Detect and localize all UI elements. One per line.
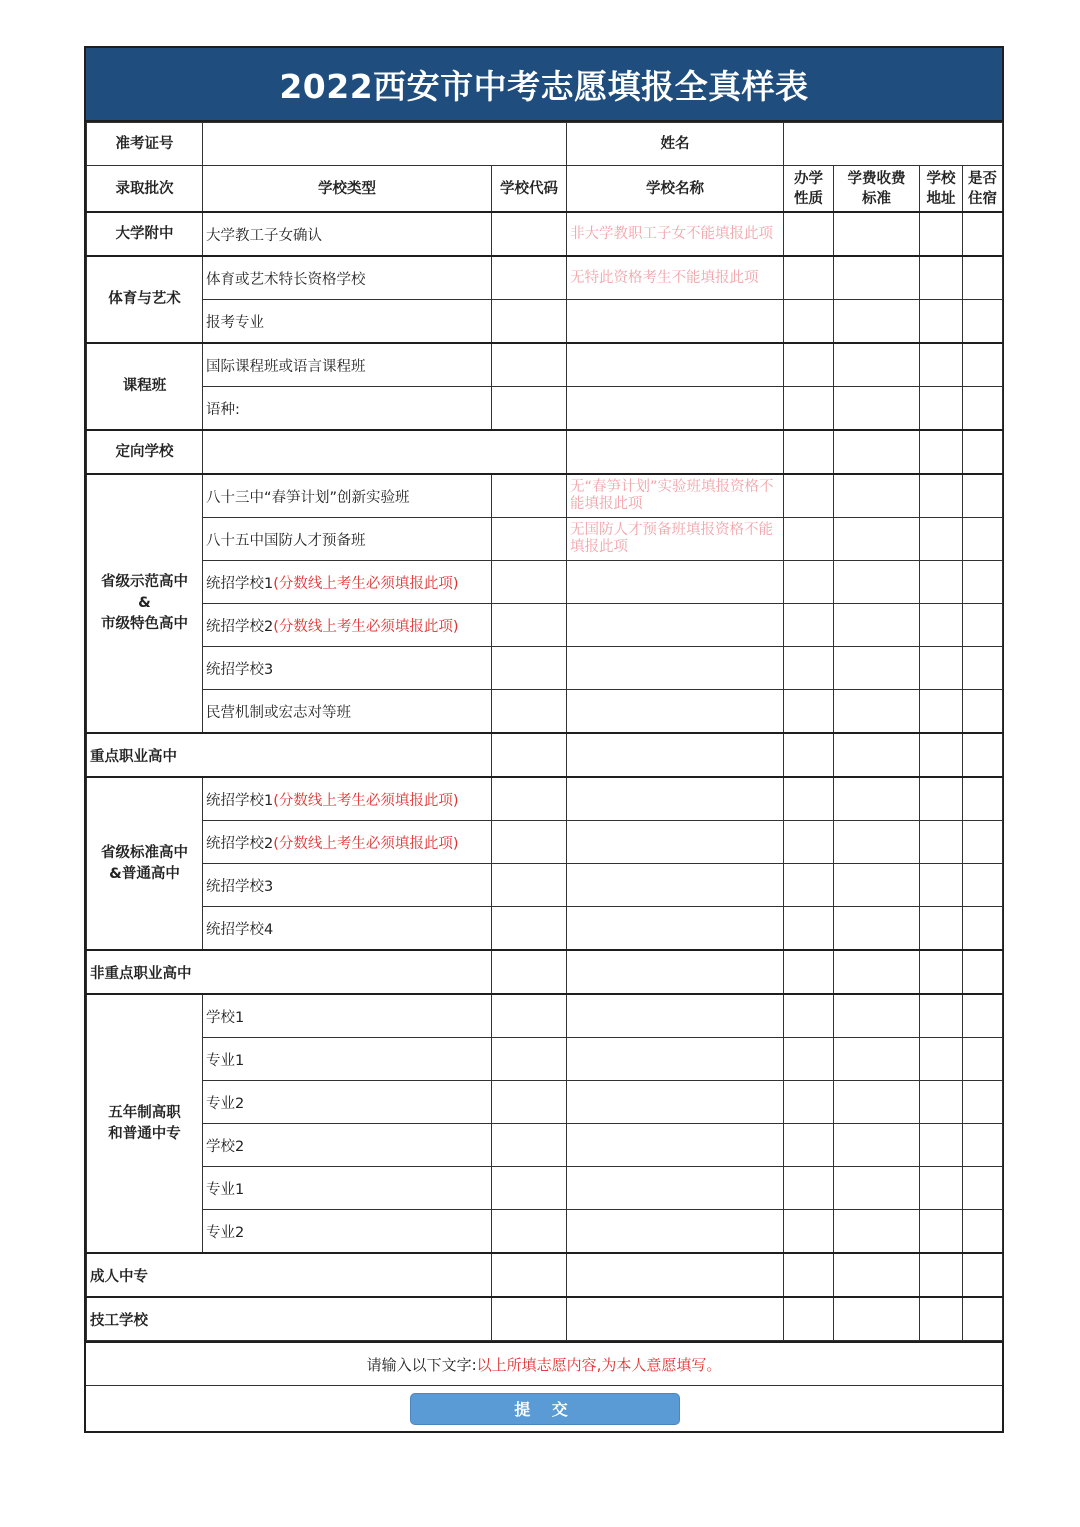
batch-key-vocational: 重点职业高中 [87, 733, 492, 777]
five-year-row-6 [87, 1210, 1003, 1254]
code-cell[interactable] [492, 474, 567, 518]
five-year-item-1: 学校1 [203, 994, 492, 1038]
nature-cell[interactable] [784, 994, 834, 1038]
provincial-row-2 [87, 518, 1003, 561]
header-school-code: 学校代码 [492, 166, 567, 213]
fee-cell[interactable] [834, 690, 920, 734]
boarding-cell[interactable] [963, 561, 1003, 604]
fee-cell[interactable] [834, 821, 920, 864]
header-fee-l2: 标准 [862, 190, 891, 207]
address-cell[interactable] [920, 907, 963, 951]
address-cell[interactable] [920, 256, 963, 300]
fee-cell[interactable] [834, 1167, 920, 1210]
course-item-1: 国际课程班或语言课程班 [203, 343, 492, 387]
boarding-cell[interactable] [963, 343, 1003, 387]
directed-row [87, 430, 1003, 474]
univ-item-1: 大学教工子女确认 [203, 212, 492, 256]
univ-row [87, 212, 1003, 256]
provincial-note-1: 无“春笋计划”实验班填报资格不能填报此项 [567, 474, 784, 518]
fee-cell[interactable] [834, 994, 920, 1038]
fee-cell[interactable] [834, 950, 920, 994]
name-cell[interactable] [567, 1167, 784, 1210]
nature-cell[interactable] [784, 733, 834, 777]
code-cell[interactable] [492, 387, 567, 431]
standard-row-4 [87, 907, 1003, 951]
code-cell[interactable] [492, 864, 567, 907]
nature-cell[interactable] [784, 300, 834, 344]
name-cell[interactable] [567, 430, 784, 474]
batch-sports: 体育与艺术 [87, 256, 203, 343]
code-cell[interactable] [492, 1297, 567, 1341]
submit-button[interactable]: 提 交 [410, 1393, 680, 1425]
address-cell[interactable] [920, 1167, 963, 1210]
code-cell[interactable] [492, 1124, 567, 1167]
directed-type-cell[interactable] [203, 430, 567, 474]
header-boarding-l2: 住宿 [968, 190, 997, 207]
nature-cell[interactable] [784, 387, 834, 431]
fee-cell[interactable] [834, 256, 920, 300]
provincial-item-3 [203, 561, 492, 604]
nature-cell[interactable] [784, 864, 834, 907]
confirm-statement: 以上所填志愿内容,为本人意愿填写。 [476, 1355, 722, 1374]
boarding-cell[interactable] [963, 821, 1003, 864]
address-cell[interactable] [920, 561, 963, 604]
fee-cell[interactable] [834, 212, 920, 256]
boarding-cell[interactable] [963, 907, 1003, 951]
submit-row [86, 1386, 1002, 1431]
boarding-cell[interactable] [963, 474, 1003, 518]
header-school-name: 学校名称 [567, 166, 784, 213]
exam-id-label: 准考证号 [87, 123, 203, 166]
sports-row-1 [87, 256, 1003, 300]
univ-note: 非大学教职工子女不能填报此项 [567, 212, 784, 256]
fee-cell[interactable] [834, 343, 920, 387]
nature-cell[interactable] [784, 907, 834, 951]
provincial-item-6: 民营机制或宏志对等班 [203, 690, 492, 734]
boarding-cell[interactable] [963, 300, 1003, 344]
boarding-cell[interactable] [963, 1210, 1003, 1254]
name-cell[interactable] [567, 387, 784, 431]
boarding-cell[interactable] [963, 1081, 1003, 1124]
course-item-2: 语种: [203, 387, 492, 431]
address-cell[interactable] [920, 387, 963, 431]
header-address-l2: 地址 [926, 190, 956, 207]
address-cell[interactable] [920, 733, 963, 777]
name-cell[interactable] [567, 1253, 784, 1297]
code-cell[interactable] [492, 907, 567, 951]
code-cell[interactable] [492, 212, 567, 256]
name-cell[interactable] [567, 1297, 784, 1341]
fee-cell[interactable] [834, 647, 920, 690]
nature-cell[interactable] [784, 430, 834, 474]
name-cell[interactable] [567, 690, 784, 734]
standard-item-1 [203, 777, 492, 821]
fee-cell[interactable] [834, 1124, 920, 1167]
fee-cell[interactable] [834, 864, 920, 907]
batch-standard-l1: 省级标准高中 [101, 844, 188, 861]
fee-cell[interactable] [834, 387, 920, 431]
batch-standard [87, 777, 203, 950]
info-row [87, 123, 1003, 166]
batch-provincial-l3: 市级特色高中 [101, 616, 188, 632]
key-vocational-row [87, 733, 1003, 777]
boarding-cell[interactable] [963, 604, 1003, 647]
code-cell[interactable] [492, 821, 567, 864]
sports-item-2: 报考专业 [203, 300, 492, 344]
name-cell[interactable] [567, 994, 784, 1038]
nature-cell[interactable] [784, 256, 834, 300]
fee-cell[interactable] [834, 1210, 920, 1254]
batch-technical: 技工学校 [87, 1297, 492, 1341]
boarding-cell[interactable] [963, 430, 1003, 474]
address-cell[interactable] [920, 950, 963, 994]
address-cell[interactable] [920, 1253, 963, 1297]
name-cell[interactable] [567, 647, 784, 690]
address-cell[interactable] [920, 300, 963, 344]
address-cell[interactable] [920, 1210, 963, 1254]
name-label: 姓名 [567, 123, 784, 166]
code-cell[interactable] [492, 343, 567, 387]
code-cell[interactable] [492, 604, 567, 647]
header-nature [784, 166, 834, 213]
batch-provincial [87, 474, 203, 733]
sports-item-1: 体育或艺术特长资格学校 [203, 256, 492, 300]
name-field[interactable] [784, 123, 1003, 166]
address-cell[interactable] [920, 474, 963, 518]
standard-row-3 [87, 864, 1003, 907]
boarding-cell[interactable] [963, 777, 1003, 821]
sports-row-2 [87, 300, 1003, 344]
provincial-item-4 [203, 604, 492, 647]
header-row [87, 166, 1003, 213]
name-cell[interactable] [567, 561, 784, 604]
batch-standard-l2: &普通高中 [109, 865, 180, 882]
header-batch: 录取批次 [87, 166, 203, 213]
provincial-row-1 [87, 474, 1003, 518]
name-cell[interactable] [567, 733, 784, 777]
fee-cell[interactable] [834, 1297, 920, 1341]
address-cell[interactable] [920, 690, 963, 734]
nature-cell[interactable] [784, 212, 834, 256]
standard-item-2-label: 统招学校2 [206, 835, 274, 852]
fee-cell[interactable] [834, 474, 920, 518]
non-key-vocational-row [87, 950, 1003, 994]
course-row-1 [87, 343, 1003, 387]
name-cell[interactable] [567, 300, 784, 344]
provincial-row-3 [87, 561, 1003, 604]
batch-non-key-vocational: 非重点职业高中 [87, 950, 492, 994]
fee-cell[interactable] [834, 300, 920, 344]
name-cell[interactable] [567, 1210, 784, 1254]
batch-five-year-l2: 和普通中专 [108, 1125, 181, 1142]
address-cell[interactable] [920, 604, 963, 647]
name-cell[interactable] [567, 907, 784, 951]
address-cell[interactable] [920, 821, 963, 864]
required-note: (分数线上考生必须填报此项) [273, 835, 459, 852]
fee-cell[interactable] [834, 777, 920, 821]
nature-cell[interactable] [784, 1081, 834, 1124]
code-cell[interactable] [492, 647, 567, 690]
exam-id-field[interactable] [203, 123, 567, 166]
form-table [86, 122, 1003, 1341]
fee-cell[interactable] [834, 1038, 920, 1081]
name-cell[interactable] [567, 1038, 784, 1081]
fee-cell[interactable] [834, 561, 920, 604]
header-fee-l1: 学费收费 [847, 170, 906, 187]
required-note: (分数线上考生必须填报此项) [273, 792, 459, 809]
five-year-row-2 [87, 1038, 1003, 1081]
name-cell[interactable] [567, 950, 784, 994]
code-cell[interactable] [492, 561, 567, 604]
address-cell[interactable] [920, 212, 963, 256]
boarding-cell[interactable] [963, 864, 1003, 907]
code-cell[interactable] [492, 1210, 567, 1254]
address-cell[interactable] [920, 343, 963, 387]
code-cell[interactable] [492, 300, 567, 344]
five-year-row-1 [87, 994, 1003, 1038]
nature-cell[interactable] [784, 561, 834, 604]
header-address [920, 166, 963, 213]
boarding-cell[interactable] [963, 647, 1003, 690]
code-cell[interactable] [492, 777, 567, 821]
provincial-note-2: 无国防人才预备班填报资格不能填报此项 [567, 518, 784, 561]
name-cell[interactable] [567, 343, 784, 387]
standard-item-2 [203, 821, 492, 864]
boarding-cell[interactable] [963, 950, 1003, 994]
name-cell[interactable] [567, 821, 784, 864]
name-cell[interactable] [567, 1124, 784, 1167]
header-boarding [963, 166, 1003, 213]
address-cell[interactable] [920, 1081, 963, 1124]
boarding-cell[interactable] [963, 690, 1003, 734]
batch-directed: 定向学校 [87, 430, 203, 474]
header-boarding-l1: 是否 [968, 170, 997, 187]
standard-row-1 [87, 777, 1003, 821]
page-title: 2022西安市中考志愿填报全真样表 [279, 66, 809, 106]
code-cell[interactable] [492, 1167, 567, 1210]
confirm-prompt: 请输入以下文字: [366, 1355, 477, 1374]
standard-item-3: 统招学校3 [203, 864, 492, 907]
nature-cell[interactable] [784, 474, 834, 518]
nature-cell[interactable] [784, 690, 834, 734]
five-year-item-3: 专业2 [203, 1081, 492, 1124]
address-cell[interactable] [920, 1124, 963, 1167]
nature-cell[interactable] [784, 1253, 834, 1297]
title-bar [86, 48, 1002, 122]
standard-item-1-label: 统招学校1 [206, 792, 274, 809]
provincial-item-2: 八十五中国防人才预备班 [203, 518, 492, 561]
batch-adult: 成人中专 [87, 1253, 492, 1297]
nature-cell[interactable] [784, 343, 834, 387]
address-cell[interactable] [920, 1297, 963, 1341]
address-cell[interactable] [920, 777, 963, 821]
header-address-l1: 学校 [926, 170, 956, 187]
technical-row [87, 1297, 1003, 1341]
fee-cell[interactable] [834, 733, 920, 777]
nature-cell[interactable] [784, 950, 834, 994]
name-cell[interactable] [567, 1081, 784, 1124]
fee-cell[interactable] [834, 518, 920, 561]
nature-cell[interactable] [784, 604, 834, 647]
name-cell[interactable] [567, 777, 784, 821]
boarding-cell[interactable] [963, 1167, 1003, 1210]
boarding-cell[interactable] [963, 212, 1003, 256]
nature-cell[interactable] [784, 647, 834, 690]
batch-provincial-l2: & [138, 595, 151, 611]
code-cell[interactable] [492, 950, 567, 994]
batch-provincial-l1: 省级示范高中 [101, 574, 188, 590]
nature-cell[interactable] [784, 1210, 834, 1254]
required-note: (分数线上考生必须填报此项) [273, 575, 459, 592]
code-cell[interactable] [492, 256, 567, 300]
nature-cell[interactable] [784, 1167, 834, 1210]
address-cell[interactable] [920, 430, 963, 474]
provincial-row-5 [87, 647, 1003, 690]
fee-cell[interactable] [834, 907, 920, 951]
header-nature-l1: 办学 [794, 170, 823, 187]
five-year-row-3 [87, 1081, 1003, 1124]
boarding-cell[interactable] [963, 1038, 1003, 1081]
required-note: (分数线上考生必须填报此项) [273, 618, 459, 635]
address-cell[interactable] [920, 994, 963, 1038]
nature-cell[interactable] [784, 1038, 834, 1081]
code-cell[interactable] [492, 994, 567, 1038]
address-cell[interactable] [920, 647, 963, 690]
name-cell[interactable] [567, 864, 784, 907]
nature-cell[interactable] [784, 1124, 834, 1167]
nature-cell[interactable] [784, 777, 834, 821]
provincial-item-4-label: 统招学校2 [206, 618, 274, 635]
five-year-row-4 [87, 1124, 1003, 1167]
code-cell[interactable] [492, 733, 567, 777]
name-cell[interactable] [567, 604, 784, 647]
header-fee [834, 166, 920, 213]
header-school-type: 学校类型 [203, 166, 492, 213]
code-cell[interactable] [492, 1038, 567, 1081]
address-cell[interactable] [920, 518, 963, 561]
nature-cell[interactable] [784, 518, 834, 561]
nature-cell[interactable] [784, 821, 834, 864]
boarding-cell[interactable] [963, 256, 1003, 300]
five-year-item-4: 学校2 [203, 1124, 492, 1167]
boarding-cell[interactable] [963, 1253, 1003, 1297]
provincial-row-4 [87, 604, 1003, 647]
standard-item-4: 统招学校4 [203, 907, 492, 951]
provincial-item-3-label: 统招学校1 [206, 575, 274, 592]
course-row-2 [87, 387, 1003, 431]
boarding-cell[interactable] [963, 994, 1003, 1038]
five-year-item-2: 专业1 [203, 1038, 492, 1081]
standard-row-2 [87, 821, 1003, 864]
fee-cell[interactable] [834, 604, 920, 647]
boarding-cell[interactable] [963, 1124, 1003, 1167]
fee-cell[interactable] [834, 1253, 920, 1297]
form-sheet [84, 46, 1004, 1433]
nature-cell[interactable] [784, 1297, 834, 1341]
address-cell[interactable] [920, 864, 963, 907]
confirm-row[interactable] [86, 1341, 1002, 1386]
code-cell[interactable] [492, 1081, 567, 1124]
batch-univ: 大学附中 [87, 212, 203, 256]
boarding-cell[interactable] [963, 387, 1003, 431]
batch-course: 课程班 [87, 343, 203, 430]
provincial-item-1: 八十三中“春笋计划”创新实验班 [203, 474, 492, 518]
boarding-cell[interactable] [963, 733, 1003, 777]
fee-cell[interactable] [834, 1081, 920, 1124]
fee-cell[interactable] [834, 430, 920, 474]
sports-note: 无特此资格考生不能填报此项 [567, 256, 784, 300]
provincial-item-5: 统招学校3 [203, 647, 492, 690]
address-cell[interactable] [920, 1038, 963, 1081]
boarding-cell[interactable] [963, 518, 1003, 561]
provincial-row-6 [87, 690, 1003, 734]
header-nature-l2: 性质 [794, 190, 823, 207]
five-year-row-5 [87, 1167, 1003, 1210]
adult-row [87, 1253, 1003, 1297]
code-cell[interactable] [492, 690, 567, 734]
batch-five-year [87, 994, 203, 1253]
five-year-item-6: 专业2 [203, 1210, 492, 1254]
code-cell[interactable] [492, 518, 567, 561]
boarding-cell[interactable] [963, 1297, 1003, 1341]
code-cell[interactable] [492, 1253, 567, 1297]
batch-five-year-l1: 五年制高职 [108, 1104, 181, 1121]
five-year-item-5: 专业1 [203, 1167, 492, 1210]
